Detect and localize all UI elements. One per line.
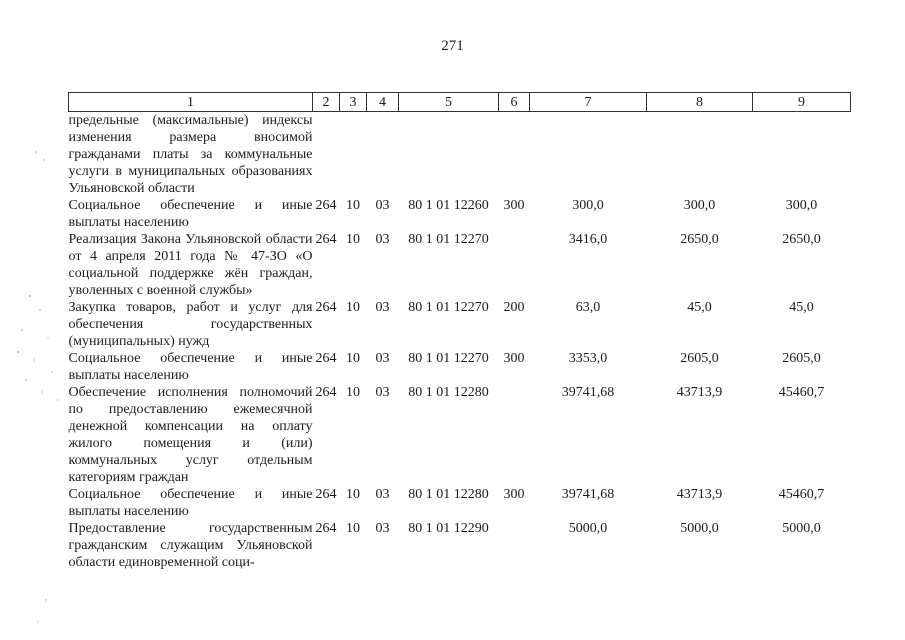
table-row (69, 520, 851, 571)
cell-y2: 2605,0 (680, 351, 719, 366)
cell-y3 (753, 112, 851, 198)
cell-name: Социальное обеспечение и иные выплаты населению (68, 351, 313, 383)
column-header: 7 (530, 93, 647, 112)
cell-y2: 2650,0 (680, 232, 719, 247)
table-row (69, 112, 851, 198)
cell-target (399, 112, 499, 198)
cell-section: 10 (346, 487, 360, 502)
cell-y2: 300,0 (683, 198, 716, 213)
cell-name: Предоставление государственным гражданским служащим Ульяновской области единовременной соци- (68, 521, 313, 570)
cell-type: 300 (503, 351, 525, 366)
cell-y3: 45460,7 (778, 385, 825, 400)
cell-ministry (313, 112, 340, 198)
cell-subsection: 03 (375, 232, 390, 247)
cell-type: 300 (503, 198, 525, 213)
cell-section: 10 (346, 232, 360, 247)
cell-name: Социальное обеспечение и иные выплаты населению (68, 487, 313, 519)
cell-section: 10 (346, 198, 360, 213)
cell-y1 (530, 112, 647, 198)
cell-subsection: 03 (375, 487, 390, 502)
cell-target: 80 1 01 12270 (408, 232, 489, 247)
column-header: 4 (367, 93, 399, 112)
cell-type: 300 (503, 487, 525, 502)
cell-y2 (647, 112, 753, 198)
cell-name: Социальное обеспечение и иные выплаты населению (68, 198, 313, 230)
cell-y2: 43713,9 (676, 487, 723, 502)
cell-ministry: 264 (315, 351, 337, 366)
cell-ministry: 264 (315, 487, 337, 502)
cell-target: 80 1 01 12270 (408, 351, 489, 366)
cell-ministry: 264 (315, 300, 337, 315)
cell-name: предельные (максимальные) индексы изменения размера вносимой гражданами платы за коммунальные услуги в муниципальных образованиях Ульяновской области (68, 113, 313, 196)
table-row (69, 384, 851, 486)
budget-table (68, 92, 851, 571)
cell-subsection: 03 (375, 521, 390, 536)
cell-target: 80 1 01 12270 (408, 300, 489, 315)
cell-section: 10 (346, 521, 360, 536)
column-header: 8 (647, 93, 753, 112)
cell-target: 80 1 01 12290 (408, 521, 489, 536)
cell-section (340, 112, 367, 198)
cell-name: Закупка товаров, работ и услуг для обеспечения государственных (муниципальных) нужд (68, 300, 313, 349)
table-row (69, 299, 851, 350)
cell-y1: 63,0 (575, 300, 601, 315)
cell-subsection (367, 112, 399, 198)
table-row (69, 486, 851, 520)
cell-subsection: 03 (375, 351, 390, 366)
cell-target: 80 1 01 12260 (408, 198, 489, 213)
cell-y1: 39741,68 (561, 385, 615, 400)
cell-y3: 45460,7 (778, 487, 825, 502)
cell-ministry: 264 (315, 521, 337, 536)
table-row (69, 197, 851, 231)
cell-y1: 300,0 (572, 198, 604, 213)
table-row (69, 231, 851, 299)
cell-y2: 45,0 (687, 300, 712, 315)
cell-y3: 2650,0 (782, 232, 821, 247)
cell-type (499, 231, 530, 299)
cell-y2: 5000,0 (680, 521, 719, 536)
cell-subsection: 03 (375, 385, 390, 400)
header-row (69, 93, 851, 112)
cell-ministry: 264 (315, 385, 337, 400)
cell-type (499, 520, 530, 571)
cell-y2: 43713,9 (676, 385, 723, 400)
cell-y1: 3416,0 (568, 232, 608, 247)
cell-name: Реализация Закона Ульяновской области от 4 апреля 2011 года № 47-ЗО «О социальной поддержке жён граждан, уволенных с военной службы» (68, 232, 313, 298)
cell-type (499, 112, 530, 198)
cell-y3: 45,0 (789, 300, 814, 315)
column-header: 6 (499, 93, 530, 112)
cell-section: 10 (346, 300, 360, 315)
cell-ministry: 264 (315, 232, 337, 247)
cell-name: Обеспечение исполнения полномочий по предоставлению ежемесячной денежной компенсации на оплату жилого помещения и (или) коммунальных услуг отдельным категориям граждан (68, 385, 313, 485)
cell-y3: 2605,0 (782, 351, 821, 366)
cell-section: 10 (346, 385, 360, 400)
cell-type (499, 384, 530, 486)
column-header: 2 (313, 93, 340, 112)
cell-y1: 3353,0 (568, 351, 608, 366)
cell-target: 80 1 01 12280 (408, 487, 489, 502)
cell-y3: 300,0 (785, 198, 818, 213)
scan-noise (0, 0, 70, 640)
cell-subsection: 03 (375, 300, 390, 315)
cell-y1: 39741,68 (561, 487, 615, 502)
cell-type: 200 (503, 300, 525, 315)
table-row (69, 350, 851, 384)
cell-ministry: 264 (315, 198, 337, 213)
column-header: 1 (69, 93, 313, 112)
cell-section: 10 (346, 351, 360, 366)
cell-subsection: 03 (375, 198, 390, 213)
column-header: 5 (399, 93, 499, 112)
cell-target: 80 1 01 12280 (408, 385, 489, 400)
column-header: 9 (753, 93, 851, 112)
cell-y1: 5000,0 (568, 521, 608, 536)
cell-y3: 5000,0 (782, 521, 821, 536)
column-header: 3 (340, 93, 367, 112)
page-number: 271 (441, 38, 464, 54)
